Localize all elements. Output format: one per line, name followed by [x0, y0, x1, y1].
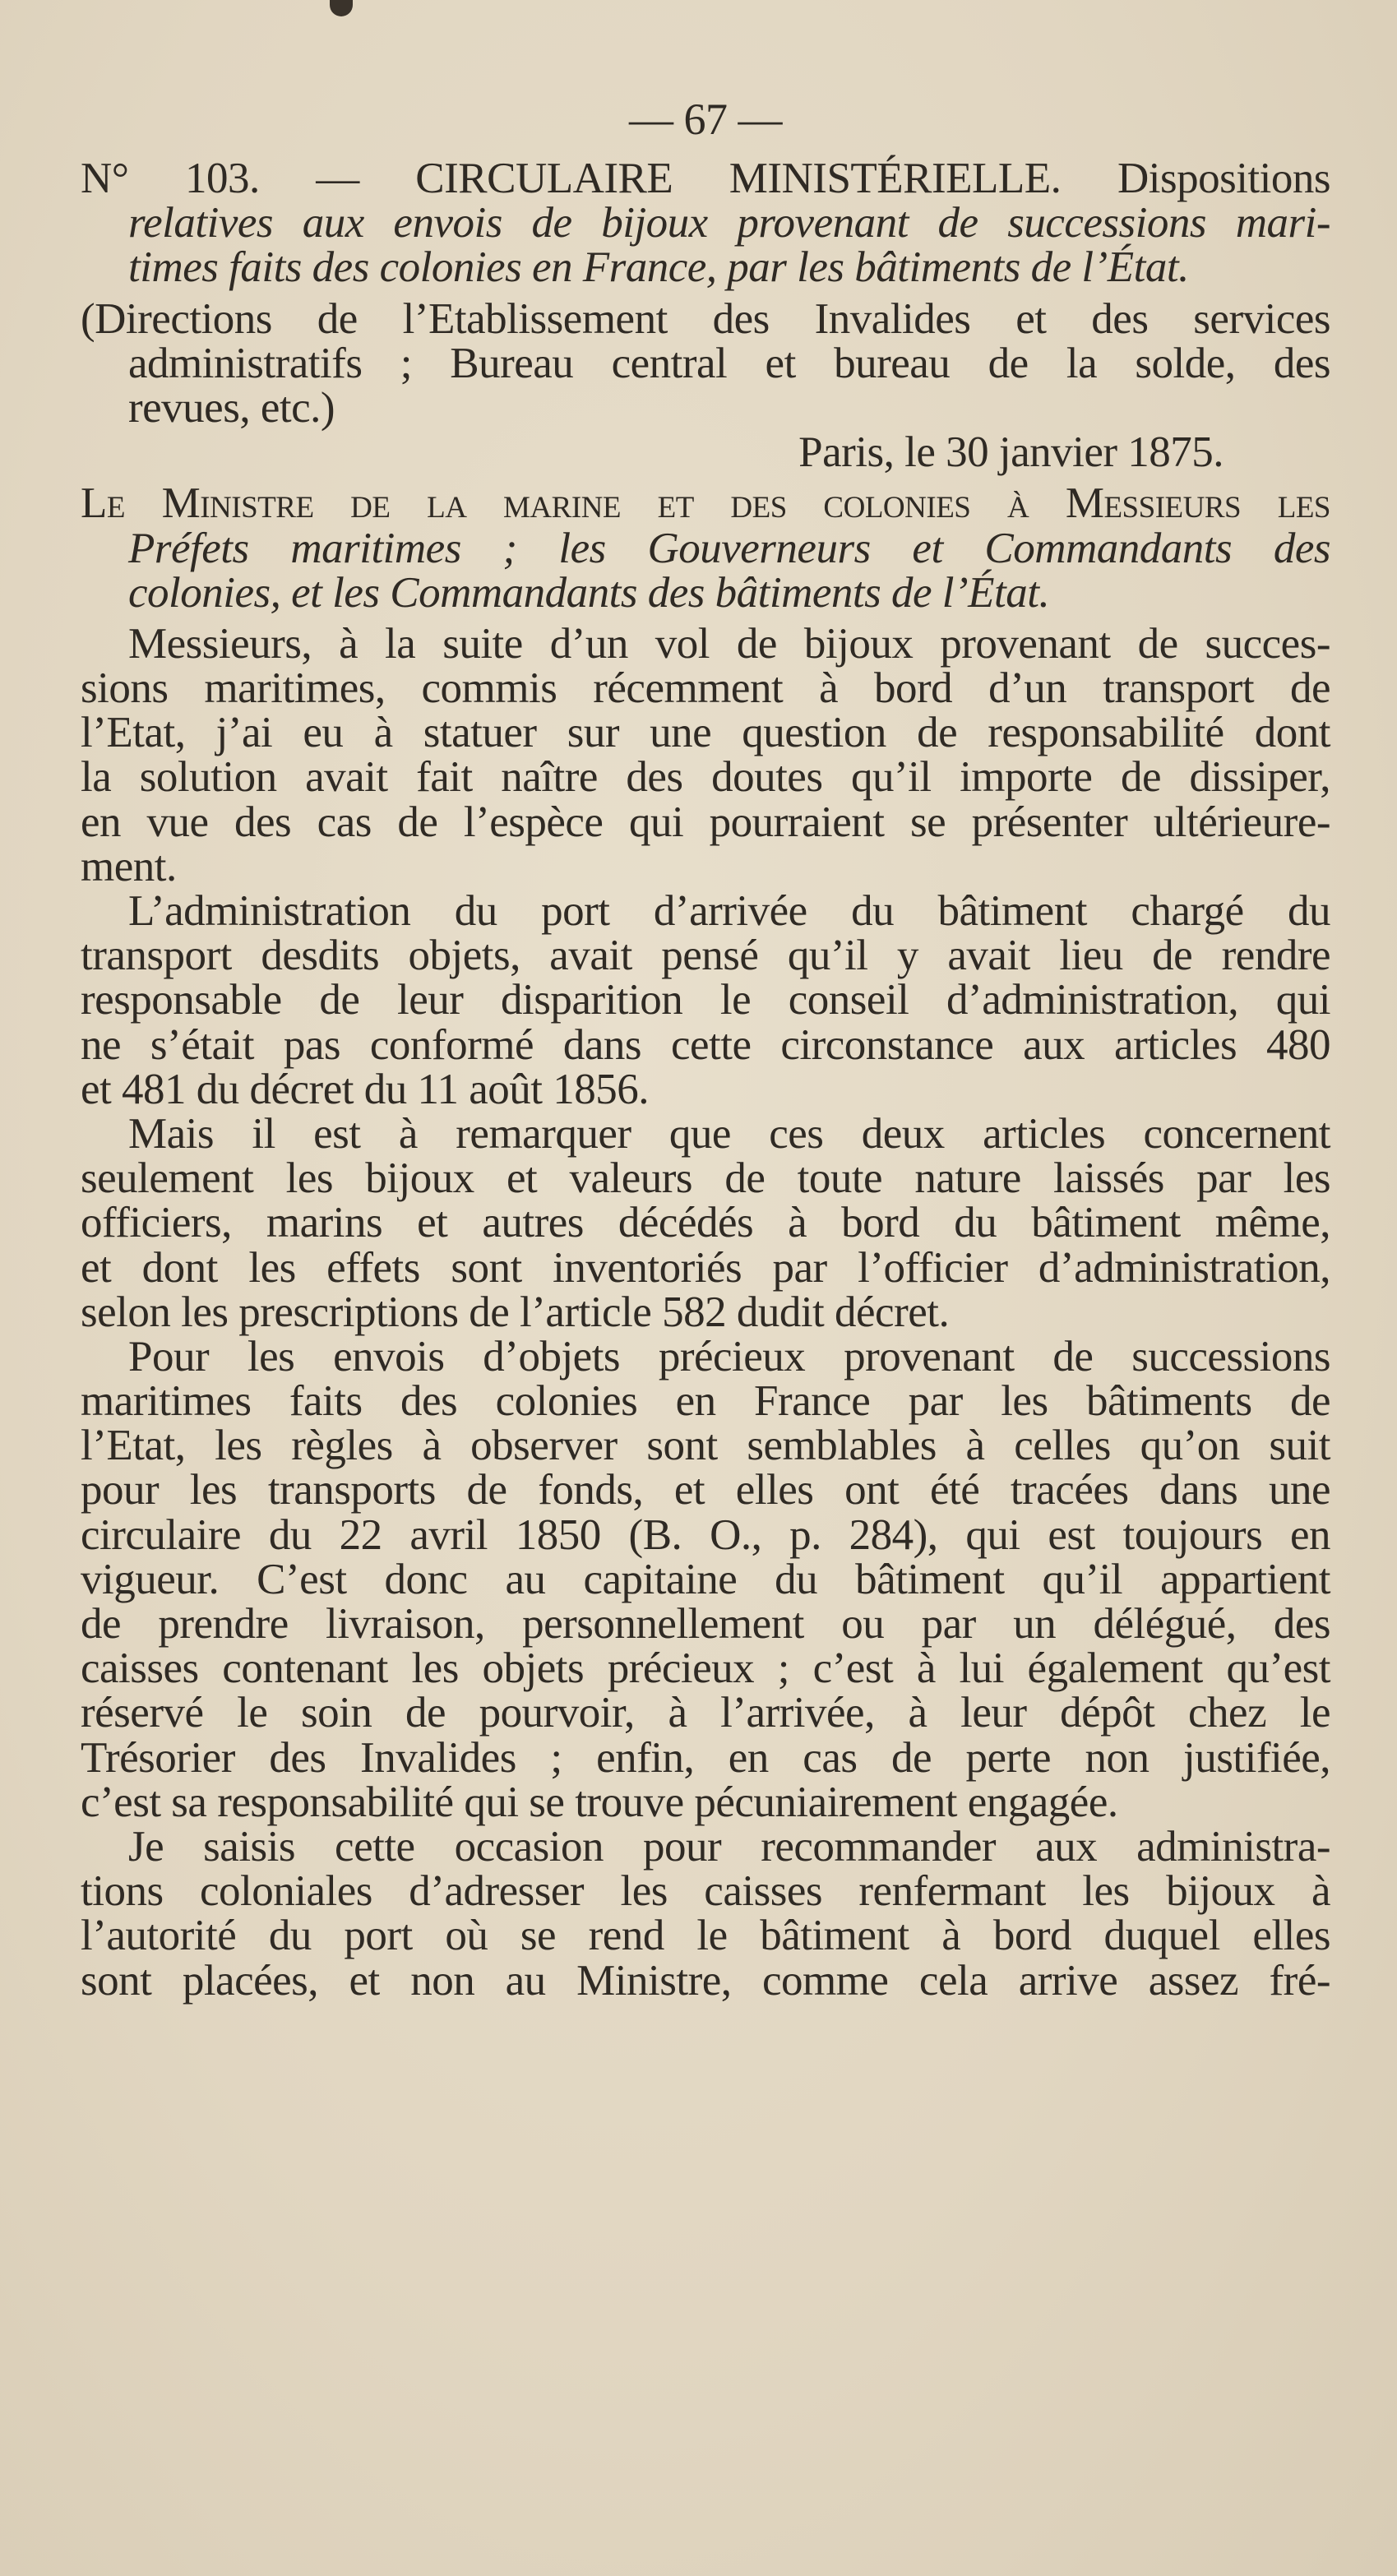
paragraph-line: c’est sa responsabilité qui se trouve pécuniairement engagée. — [81, 1778, 1118, 1826]
paragraph-line: l’autorité du port où se rend le bâtiment à bord duquel elles — [81, 1912, 1330, 1960]
directions-line: (Directions de l’Etablissement des Invalides et des services — [81, 294, 1330, 343]
paragraph-line: de prendre livraison, personnellement ou par un délégué, des — [81, 1600, 1330, 1648]
heading-line: times faits des colonies en France, par les bâtiments de l’État. — [128, 243, 1189, 292]
address-line: Le Ministre de la marine et des colonies à Messieurs les — [81, 479, 1330, 528]
paragraph-line: L’administration du port d’arrivée du bâtiment chargé du — [128, 887, 1330, 935]
address-block — [81, 481, 1330, 615]
paragraph-line: Messieurs, à la suite d’un vol de bijoux provenant de succes- — [128, 619, 1330, 668]
paragraph-line: responsable de leur disparition le conseil d’administration, qui — [81, 976, 1330, 1024]
paragraph-line: vigueur. C’est donc au capitaine du bâtiment qu’il appartient — [81, 1555, 1330, 1603]
paragraph-5 — [81, 1824, 1330, 2003]
heading-line: relatives aux envois de bijoux provenant de successions mari- — [128, 199, 1330, 247]
paragraph-line: transport desdits objets, avait pensé qu’il y avait lieu de rendre — [81, 932, 1330, 980]
paragraph-line: l’Etat, les règles à observer sont semblables à celles qu’on suit — [81, 1422, 1330, 1470]
paragraph-line: sont placées, et non au Ministre, comme cela arrive assez fré- — [81, 1956, 1330, 2005]
paragraph-line: selon les prescriptions de l’article 582 dudit décret. — [81, 1288, 950, 1336]
paragraph-line: maritimes faits des colonies en France par les bâtiments de — [81, 1377, 1330, 1426]
heading-line: N° 103. — CIRCULAIRE MINISTÉRIELLE. Dispositions — [81, 155, 1330, 202]
circular-heading — [81, 156, 1330, 290]
paragraph-line: circulaire du 22 avril 1850 (B. O., p. 284), qui est toujours en — [81, 1510, 1330, 1559]
paragraph-line: la solution avait fait naître des doutes qu’il importe de dissiper, — [81, 753, 1330, 802]
page-number: — 67 — — [629, 95, 782, 144]
paragraph-3 — [81, 1109, 1330, 1336]
paragraph-line: Pour les envois d’objets précieux provenant de successions — [128, 1332, 1330, 1380]
paragraph-line: et dont les effets sont inventoriés par l’officier d’administration, — [81, 1243, 1330, 1292]
paragraph-line: réservé le soin de pourvoir, à l’arrivée, à leur dépôt chez le — [81, 1689, 1330, 1737]
paragraph-line: sions maritimes, commis récemment à bord d’un transport de — [81, 664, 1330, 713]
paragraph-line: caisses contenant les objets précieux ; c’est à lui également qu’est — [81, 1644, 1330, 1693]
paragraph-line: officiers, marins et autres décédés à bord du bâtiment même, — [81, 1199, 1330, 1247]
paragraph-line: Je saisis cette occasion pour recommander aux administra- — [128, 1822, 1330, 1871]
paragraph-2 — [81, 889, 1330, 1112]
paragraph-line: Trésorier des Invalides ; enfin, en cas de perte non justifiée, — [81, 1733, 1330, 1782]
date-line: Paris, le 30 janvier 1875. — [798, 428, 1224, 477]
paragraph-line: l’Etat, j’ai eu à statuer sur une question de responsabilité dont — [81, 709, 1330, 757]
directions-note — [81, 294, 1330, 432]
address-line: Préfets maritimes ; les Gouverneurs et Commandants des — [128, 524, 1330, 572]
directions-line: revues, etc.) — [128, 383, 335, 432]
paragraph-line: seulement les bijoux et valeurs de toute nature laissés par les — [81, 1154, 1330, 1203]
address-line: colonies, et les Commandants des bâtiments de l’État. — [128, 568, 1050, 617]
paragraph-line: ne s’était pas conformé dans cette circonstance aux articles 480 — [81, 1020, 1330, 1069]
paragraph-line: ment. — [81, 842, 177, 890]
paragraph-1 — [81, 619, 1330, 890]
paragraph-line: et 481 du décret du 11 août 1856. — [81, 1065, 649, 1113]
paragraph-line: en vue des cas de l’espèce qui pourraient se présenter ultérieure- — [81, 798, 1330, 846]
ink-blot — [330, 0, 353, 16]
paragraph-4 — [81, 1334, 1330, 1824]
paragraph-line: Mais il est à remarquer que ces deux articles concernent — [128, 1109, 1330, 1158]
directions-line: administratifs ; Bureau central et bureau de la solde, des — [128, 339, 1330, 387]
text-body — [81, 82, 1330, 2003]
paragraph-line: tions coloniales d’adresser les caisses renfermant les bijoux à — [81, 1867, 1330, 1916]
paragraph-line: pour les transports de fonds, et elles ont été tracées dans une — [81, 1466, 1330, 1515]
